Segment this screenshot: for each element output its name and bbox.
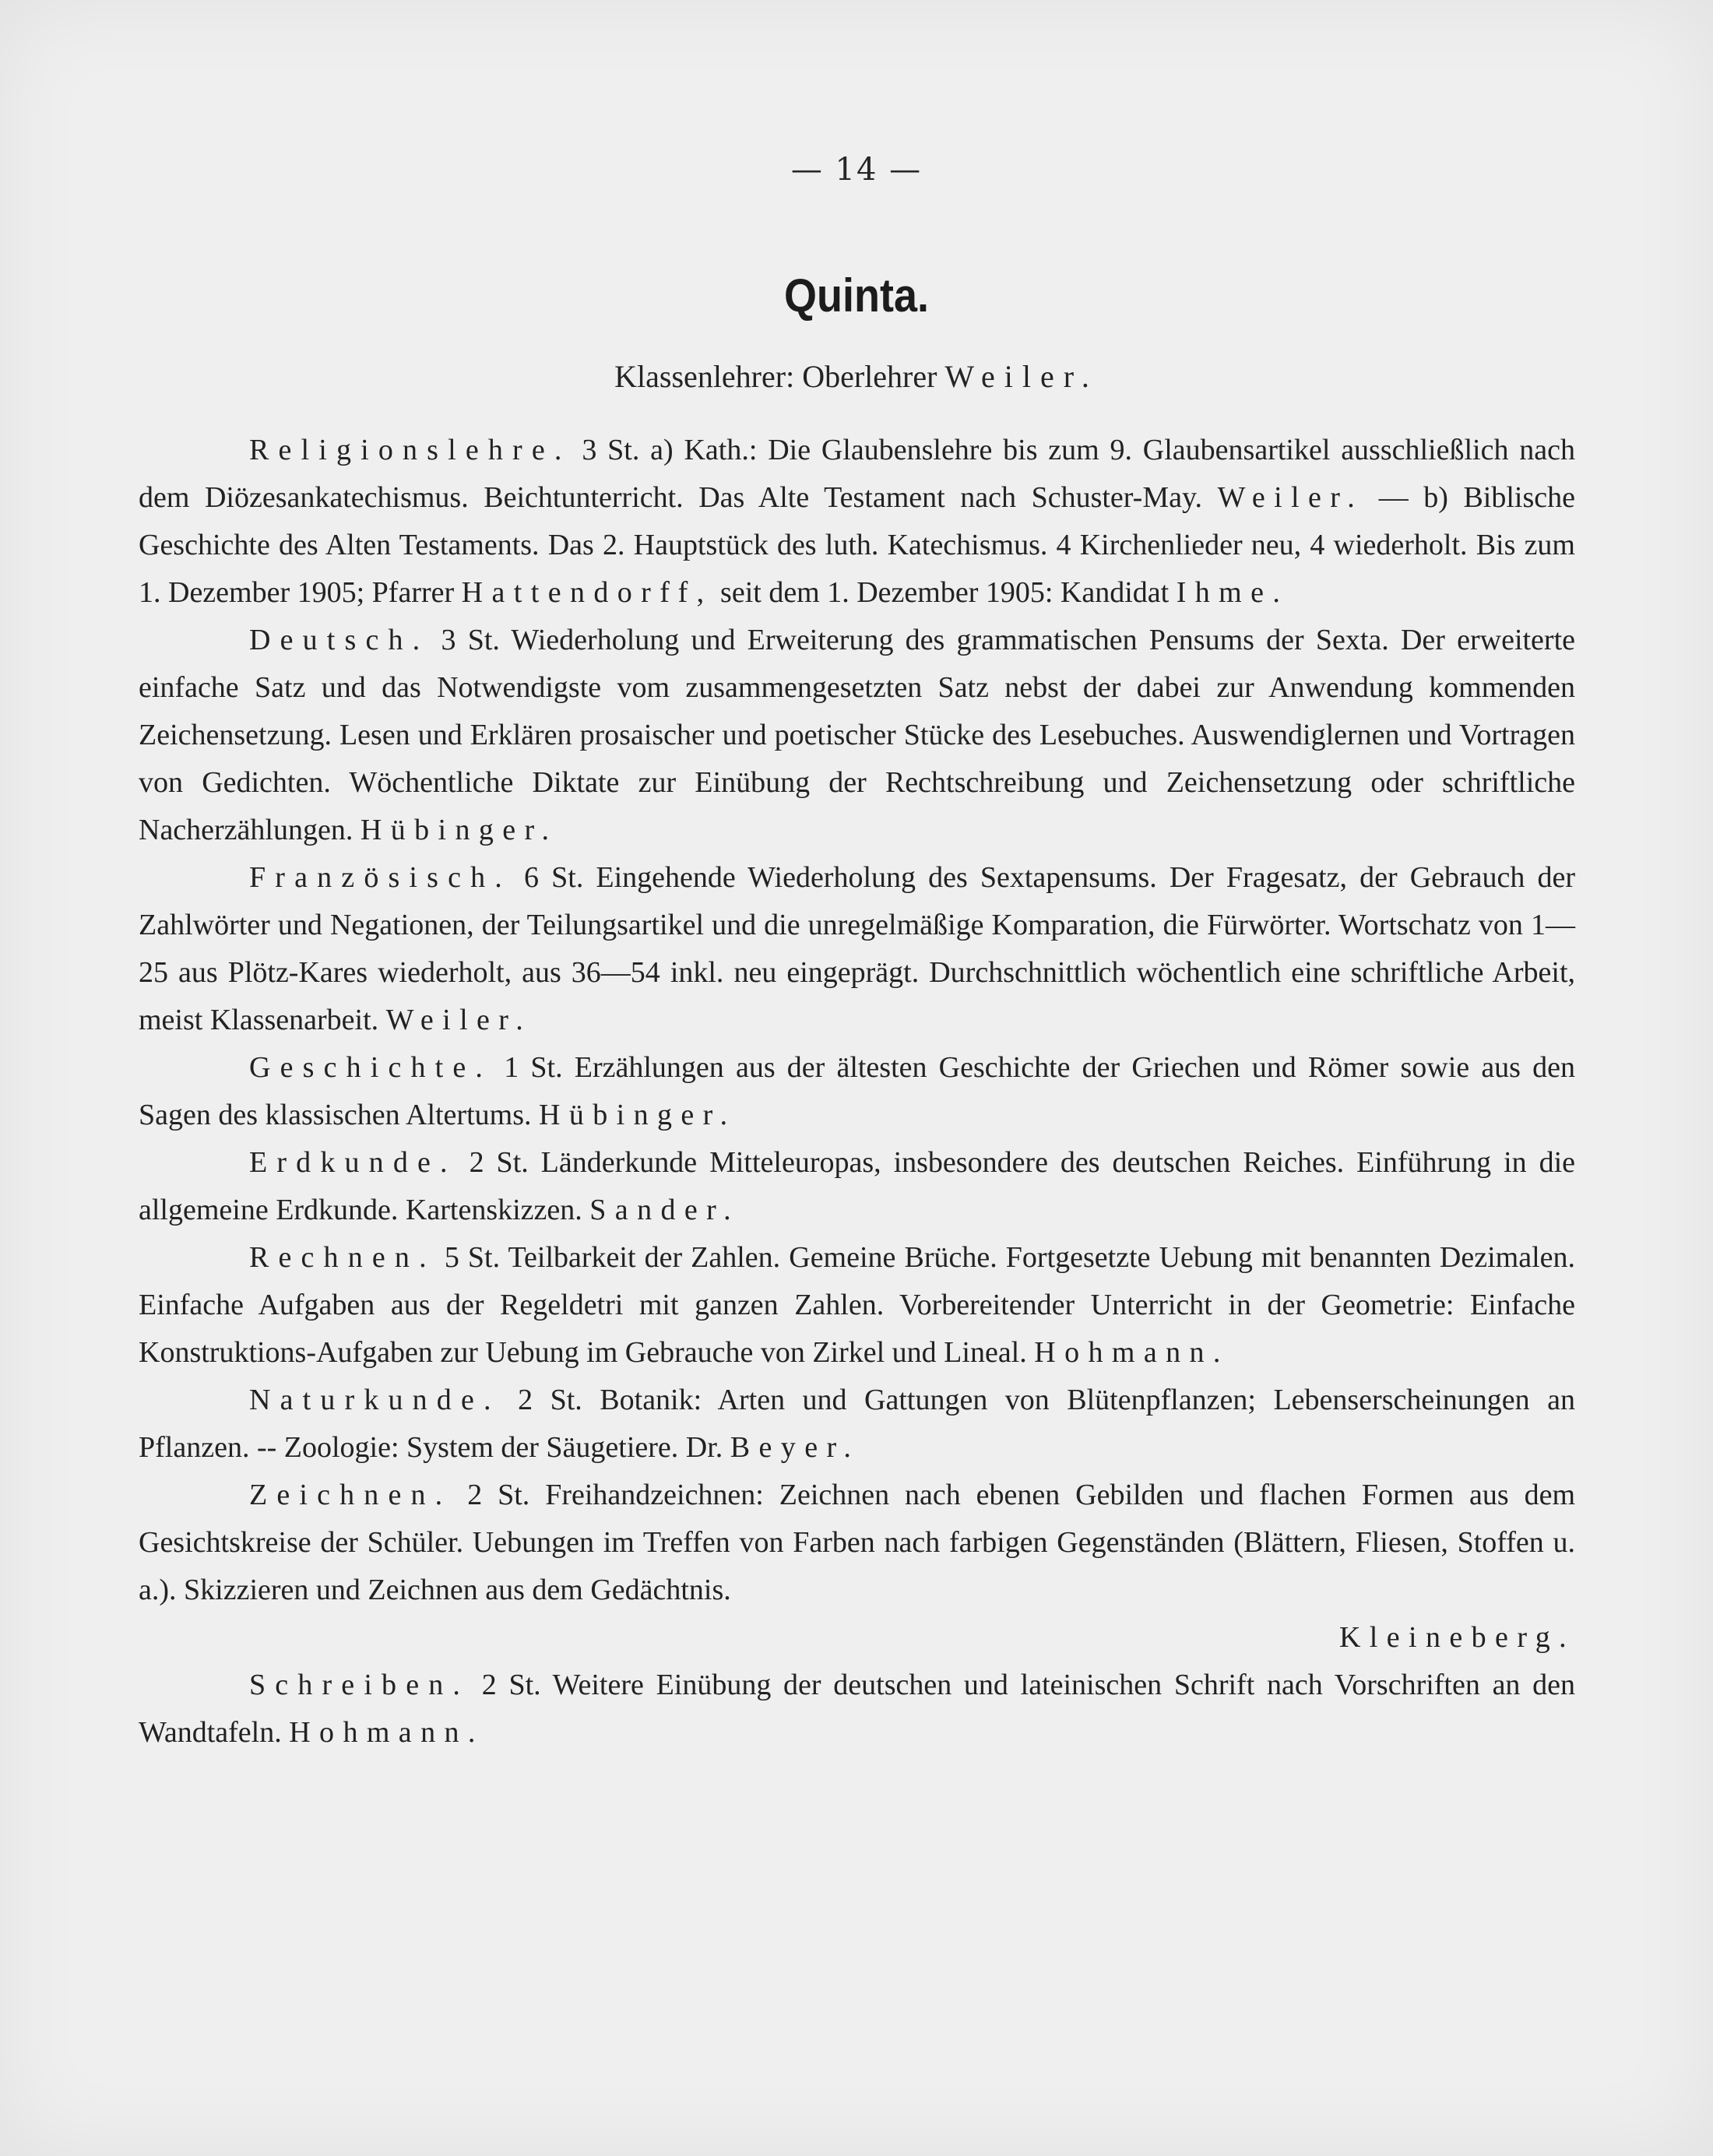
subject-name: Religionslehre.: [249, 434, 572, 466]
class-teacher-label: Klassenlehrer: Oberlehrer: [614, 359, 937, 394]
section-schreiben: [139, 1662, 1575, 1757]
section-text: 2 St. Freihandzeichnen: Zeichnen nach ebenen Gebilden und flachen Formen aus dem Gesichtskreise der Schüler. Uebungen im Treffen von Farben nach farbigen Gegenständen (Blättern, Fliesen, Stoffen u. a.). Skizzieren und Zeichnen aus dem Gedächtnis.: [139, 1479, 1575, 1606]
class-teacher-line: [0, 358, 1713, 395]
section-text: 2 St. Botanik: Arten und Gattungen von Blütenpflanzen; Lebenserscheinungen an Pflanzen. -- Zoologie: System der Säugetiere. Dr.: [139, 1384, 1575, 1464]
section-geschichte: [139, 1044, 1575, 1139]
teacher-name: Hattendorff,: [461, 576, 713, 609]
subject-name: Deutsch.: [249, 624, 430, 656]
subject-name: Zeichnen.: [249, 1479, 452, 1511]
teacher-name: Hübinger.: [360, 814, 558, 846]
section-text: 2 St. Weitere Einübung der deutschen und lateinischen Schrift nach Vorschriften an den Wandtafeln.: [139, 1669, 1576, 1749]
section-text: 6 St. Eingehende Wiederholung des Sextapensums. Der Fragesatz, der Gebrauch der Zahlwörter und Negationen, der Teilungsartikel und die unregelmäßige Komparation, die Fürwörter. Wortschatz von 1—25 aus Plötz-Kares wiederholt, aus 36—54 inkl. neu eingeprägt. Durchschnittlich wöchentlich eine schriftliche Arbeit, meist Klassenarbeit.: [139, 861, 1575, 1036]
subject-name: Schreiben.: [249, 1669, 470, 1701]
teacher-name: Kleineberg.: [1338, 1621, 1575, 1654]
teacher-name: Sander.: [589, 1194, 740, 1226]
section-text: 3 St. a) Kath.: Die Glaubenslehre bis zum 9. Glaubensartikel ausschließlich nach dem Diözesankatechismus. Beichtunterricht. Das Alte Testament nach Schuster-May.: [139, 434, 1576, 514]
section-text: seit dem 1. Dezember 1905: Kandidat: [720, 576, 1170, 609]
teacher-name: Beyer.: [730, 1431, 860, 1464]
section-text: 1 St. Erzählungen aus der ältesten Geschichte der Griechen und Römer sowie aus den Sagen des klassischen Altertums.: [139, 1051, 1575, 1131]
section-deutsch: [139, 617, 1575, 854]
teacher-name: Hohmann.: [1034, 1336, 1229, 1369]
section-religion: [139, 427, 1575, 617]
subject-name: Erdkunde.: [249, 1146, 457, 1179]
class-teacher-name: Weiler.: [944, 359, 1099, 394]
section-naturkunde: [139, 1377, 1575, 1472]
teacher-name: Weiler.: [385, 1004, 533, 1036]
teacher-name: Hübinger.: [538, 1099, 737, 1131]
subject-name: Naturkunde.: [249, 1384, 501, 1416]
teacher-name: Hohmann.: [289, 1716, 484, 1749]
teacher-name: Weiler.: [1217, 481, 1364, 514]
subject-name: Rechnen.: [249, 1241, 436, 1274]
section-text: — b) Biblische Geschichte des Alten Testaments. Das 2. Hauptstück des luth. Katechismus. 4 Kirchenlieder neu, 4 wiederholt. Bis zum 1. Dezember 1905; Pfarrer: [139, 481, 1576, 609]
page-number: — 14 —: [790, 152, 923, 188]
section-text: 2 St. Länderkunde Mitteleuropas, insbesondere des deutschen Reiches. Einführung in die allgemeine Erdkunde. Kartenskizzen.: [139, 1146, 1575, 1226]
subject-name: Französisch.: [249, 861, 512, 894]
curriculum-text: [139, 427, 1575, 1757]
section-franzoesisch: [139, 854, 1575, 1044]
teacher-name: Ihme.: [1176, 576, 1289, 609]
section-rechnen: [139, 1234, 1575, 1377]
subject-name: Geschichte.: [249, 1051, 493, 1084]
section-erdkunde: [139, 1139, 1575, 1234]
section-text: 3 St. Wiederholung und Erweiterung des grammatischen Pensums der Sexta. Der erweiterte einfache Satz und das Notwendigste vom zusammengesetzten Satz nebst der dabei zur Anwendung kommenden Zeichensetzung. Lesen und Erklären prosaischer und poetischer Stücke des Lesebuches. Auswendiglernen und Vortragen von Gedichten. Wöchentliche Diktate zur Einübung der Rechtschreibung und Zeichensetzung oder schriftliche Nacherzählungen.: [139, 624, 1576, 846]
section-text: 5 St. Teilbarkeit der Zahlen. Gemeine Brüche. Fortgesetzte Uebung mit benannten Dezimalen. Einfache Aufgaben aus der Regeldetri mit ganzen Zahlen. Vorbereitender Unterricht in der Geometrie: Einfache Konstruktions-Aufgaben zur Uebung im Gebrauche von Zirkel und Lineal.: [139, 1241, 1576, 1369]
page-title: Quinta.: [783, 269, 929, 322]
section-zeichnen: [139, 1472, 1575, 1662]
